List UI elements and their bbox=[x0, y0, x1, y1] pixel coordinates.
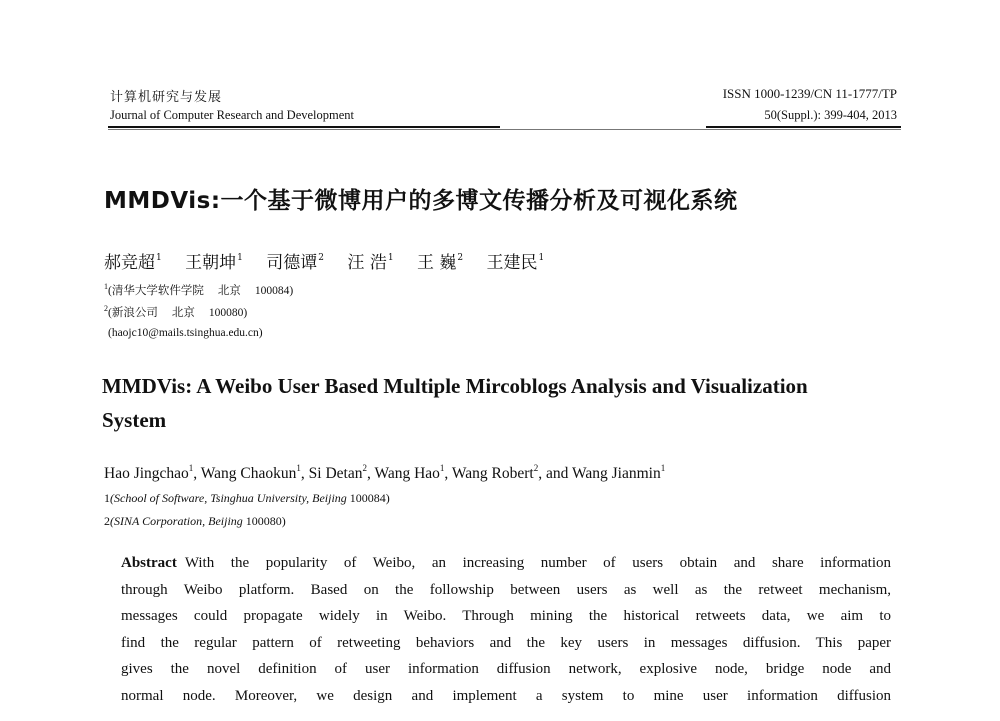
author-en: Wang Chaokun$^1$, bbox=[200, 463, 309, 482]
abstract-label: Abstract bbox=[121, 555, 177, 571]
abstract-line: gives the novel definition of user information diffusion network, explosive node, bridge node and bbox=[121, 661, 891, 677]
author-cn: 汪 浩$^1$ bbox=[347, 253, 394, 273]
abstract-line: messages could propagate widely in Weibo. Through mining the historical retweets data, we aim to bbox=[121, 608, 891, 624]
affiliation-cn-1: $^1$(清华大学软件学院 北京 100084) bbox=[104, 282, 294, 297]
affiliation-en-2: 2(SINA Corporation, Beijing 100080) bbox=[104, 514, 286, 528]
abstract-line: normal node. Moreover, we design and implement a system to mine user information diffusion bbox=[121, 687, 891, 704]
abstract-line: find the regular pattern of retweeting behaviors and the key users in messages diffusion. This paper bbox=[121, 634, 891, 651]
journal-name-cn: 计算机研究与发展 bbox=[110, 89, 223, 104]
affiliation-en-1: 1(School of Software, Tsinghua University, Beijing 100084) bbox=[104, 491, 390, 505]
author-cn: 郝竞超$^1$ bbox=[104, 253, 162, 273]
author-list-cn bbox=[104, 248, 544, 273]
author-cn: 王建民$^1$ bbox=[486, 253, 545, 273]
author-cn: 司德谭$^2$ bbox=[266, 253, 325, 273]
paper-title-en-line2: System bbox=[102, 408, 167, 432]
author-list-en bbox=[104, 463, 665, 483]
abstract-line: Abstract With the popularity of Weibo, an increasing number of users obtain and share information bbox=[121, 555, 891, 571]
header-rule-left bbox=[108, 126, 500, 128]
author-en: Wang Hao$^1$, bbox=[374, 463, 452, 482]
author-en: Hao Jingchao$^1$, bbox=[104, 463, 201, 482]
author-en: Si Detan$^2$, bbox=[308, 463, 375, 482]
author-cn: 王朝坤$^1$ bbox=[185, 253, 243, 273]
header-rule-thin bbox=[108, 129, 901, 130]
abstract bbox=[121, 550, 891, 709]
journal-name-en: Journal of Computer Research and Development bbox=[110, 108, 355, 122]
affiliation-cn-2: $^2$(新浪公司 北京 100080) bbox=[104, 304, 248, 319]
header-rule-right bbox=[706, 126, 901, 128]
abstract-line: through Weibo platform. Based on the followship between users as well as the retweet mechanism, bbox=[121, 581, 891, 598]
issn-line: ISSN 1000-1239/CN 11-1777/TP bbox=[722, 86, 897, 101]
volume-pages: 50(Suppl.): 399-404, 2013 bbox=[764, 108, 897, 122]
author-en: Wang Jianmin$^1$ bbox=[571, 463, 666, 482]
author-cn: 王 巍$^2$ bbox=[416, 253, 464, 273]
paper-title-en-line1: MMDVis: A Weibo User Based Multiple Mircoblogs Analysis and Visualization bbox=[102, 374, 808, 398]
paper-title-cn: MMDVis:一个基于微博用户的多博文传播分析及可视化系统 bbox=[104, 188, 738, 214]
author-en: Wang Robert$^2$, and bbox=[451, 463, 572, 482]
contact-email: (haojc10@mails.tsinghua.edu.cn) bbox=[108, 327, 263, 339]
